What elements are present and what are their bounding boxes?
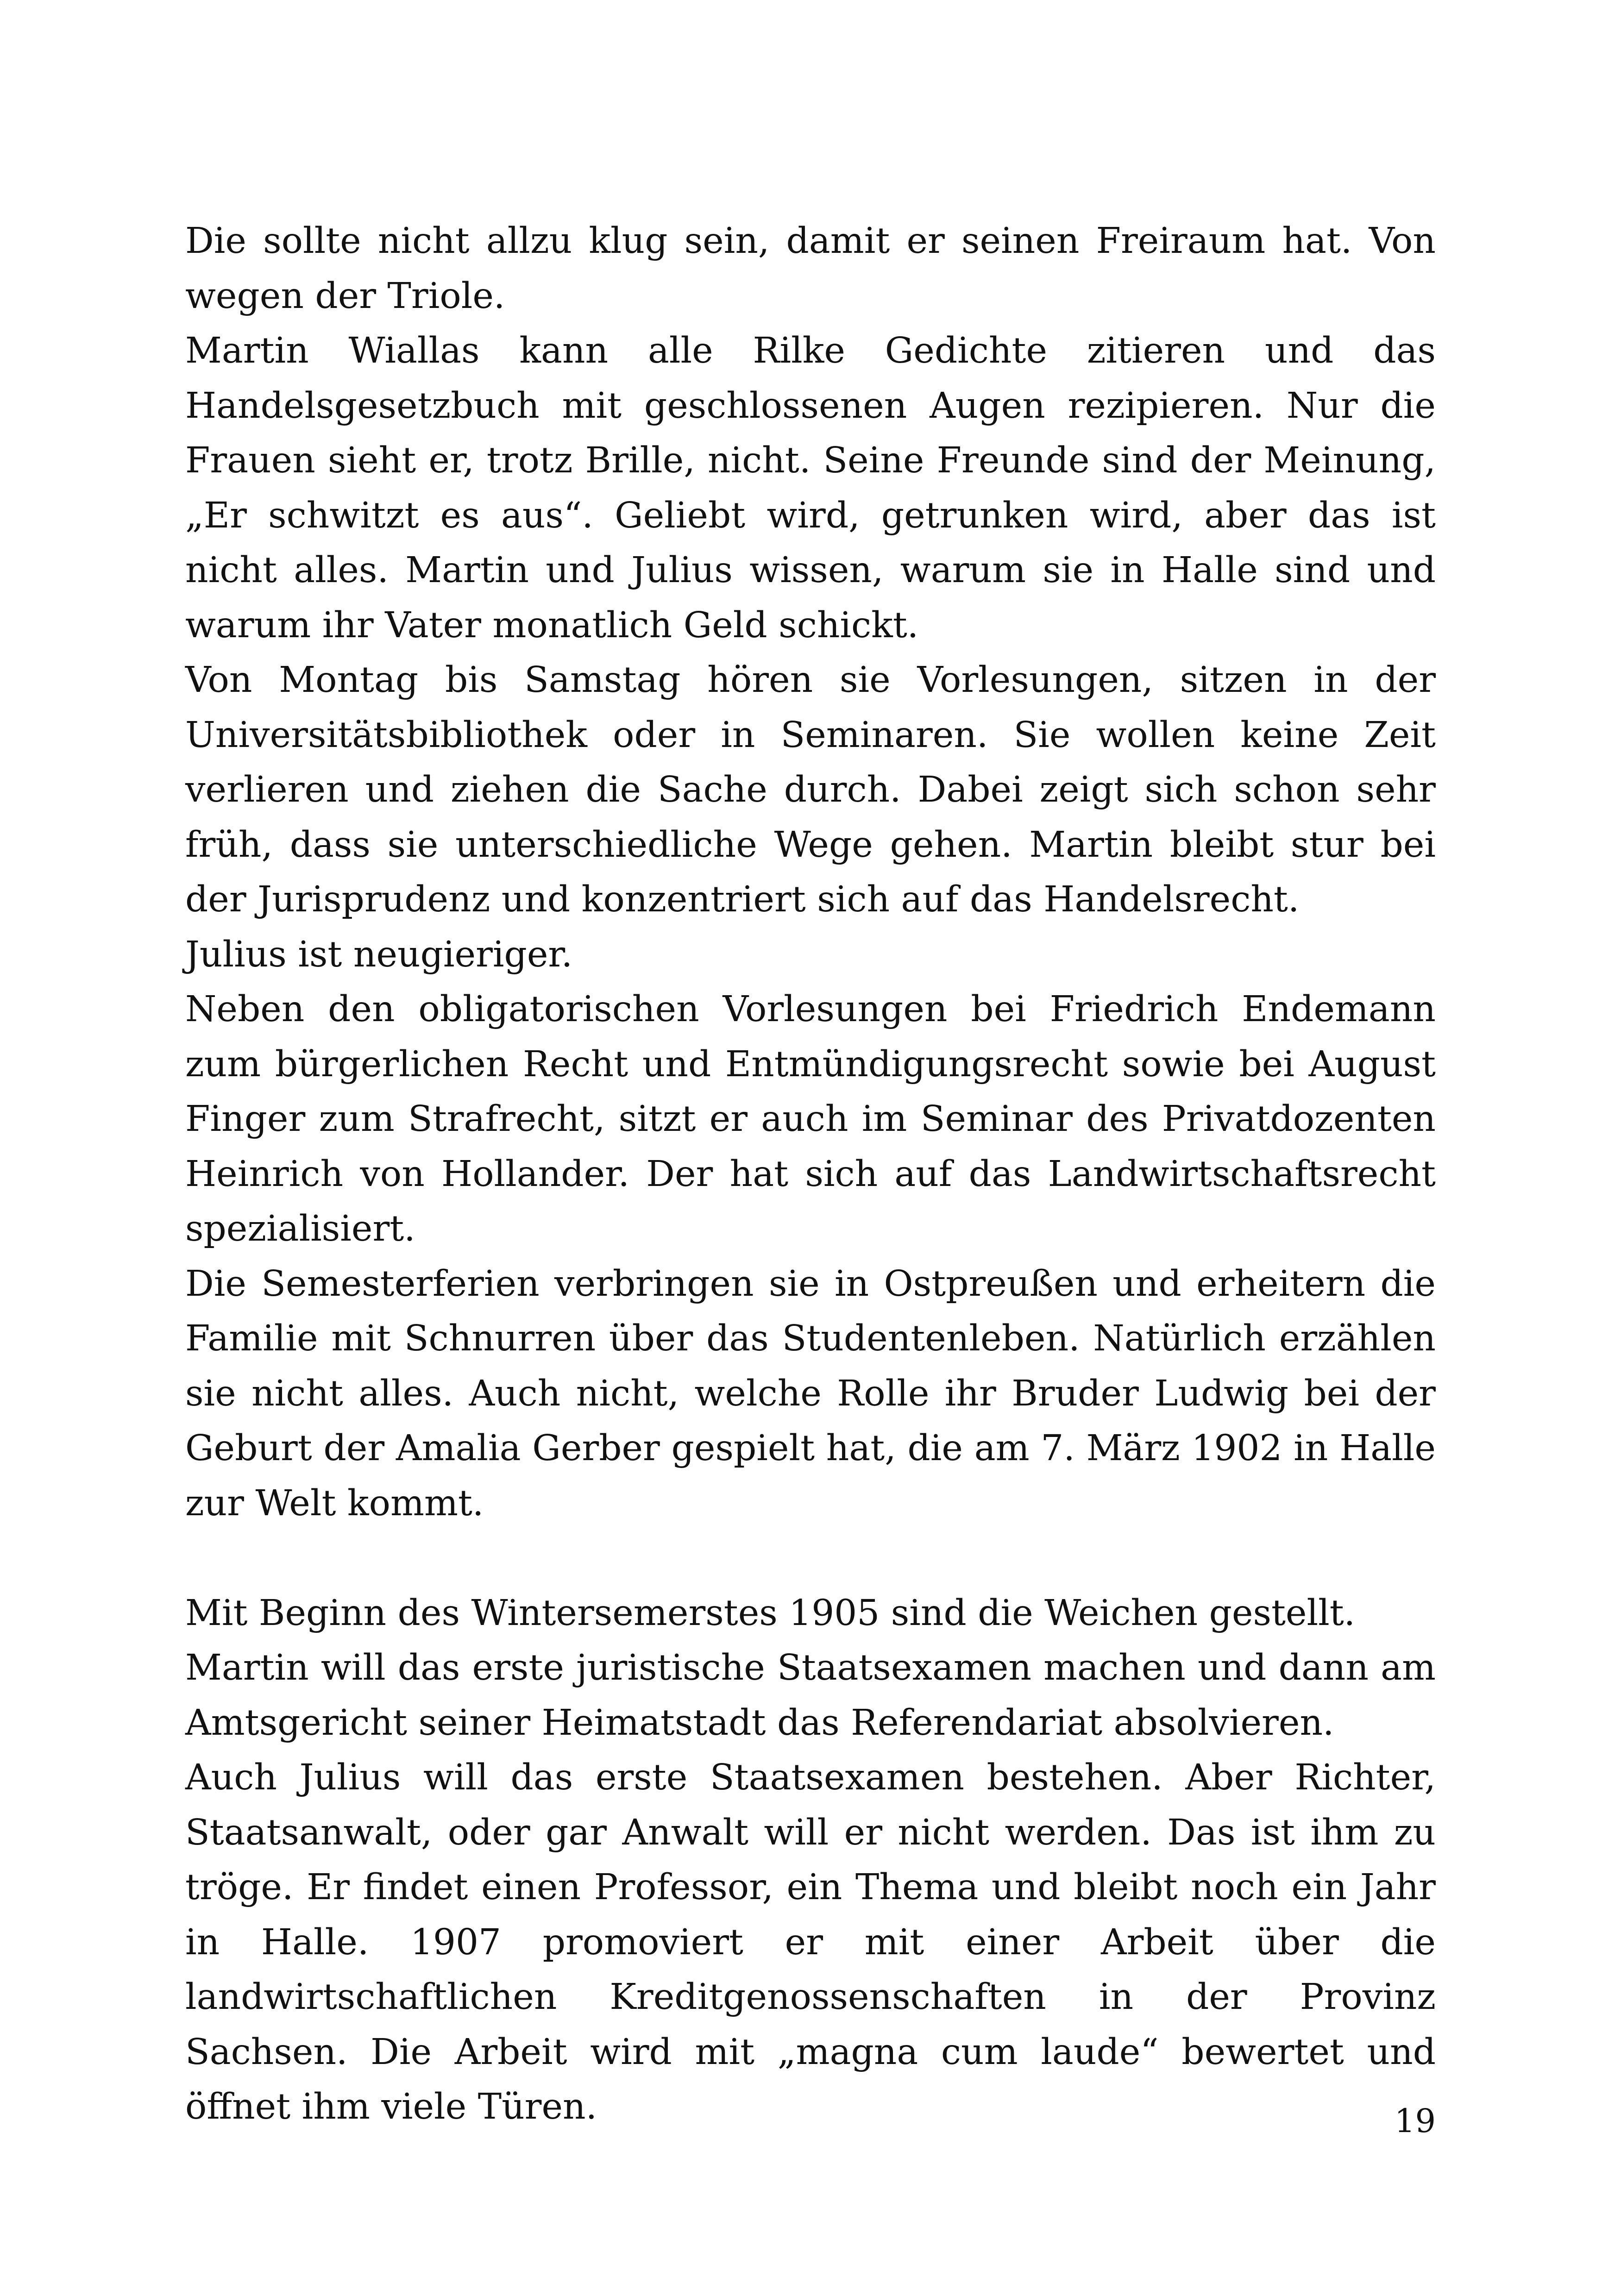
page-number: 19 xyxy=(1394,2102,1436,2140)
paragraph: Von Montag bis Samstag hören sie Vorlesungen, sitzen in der Universitätsbibliothek oder in Seminaren. Sie wollen keine Zeit verlieren und ziehen die Sache durch. Dabei zeigt sich schon sehr früh, dass sie unterschiedliche Wege gehen. Martin bleibt stur bei der Jurisprudenz und konzentriert sich auf das Handelsrecht. xyxy=(185,659,1436,920)
paragraph: Auch Julius will das erste Staatsexamen bestehen. Aber Richter, Staatsanwalt, oder gar Anwalt will er nicht werden. Das ist ihm zu tröge. Er findet einen Professor, ein Thema und bleibt noch ein Jahr in Halle. 1907 promoviert er mit einer Arbeit über die landwirtschaftlichen Kreditgenossenschaften in der Provinz Sachsen. Die Arbeit wird mit „magna cum laude“ bewertet und öffnet ihm viele Türen. xyxy=(185,1757,1436,2127)
paragraph: Julius ist neugieriger. xyxy=(185,934,573,975)
paragraph: Die Semesterferien verbringen sie in Ostpreußen und erheitern die Familie mit Schnurren über das Studentenleben. Natürlich erzählen sie nicht alles. Auch nicht, welche Rolle ihr Bruder Ludwig bei der Geburt der Amalia Gerber gespielt hat, die am 7. März 1902 in Halle zur Welt kommt. xyxy=(185,1263,1436,1524)
paragraph: Martin Wiallas kann alle Rilke Gedichte zitieren und das Handelsgesetzbuch mit geschlossenen Augen rezipieren. Nur die Frauen sieht er, trotz Brille, nicht. Seine Freunde sind der Meinung, „Er schwitzt es aus“. Geliebt wird, getrunken wird, aber das ist nicht alles. Martin und Julius wissen, warum sie in Halle sind und warum ihr Vater monatlich Geld schickt. xyxy=(185,330,1436,646)
paragraph: Neben den obligatorischen Vorlesungen bei Friedrich Endemann zum bürgerlichen Recht und Entmündigungsrecht sowie bei August Finger zum Strafrecht, sitzt er auch im Seminar des Privatdozenten Heinrich von Hollander. Der hat sich auf das Landwirtschaftsrecht spezialisiert. xyxy=(185,989,1436,1249)
paragraph: Die sollte nicht allzu klug sein, damit er seinen Freiraum hat. Von wegen der Triole. xyxy=(185,220,1436,317)
body-text xyxy=(185,214,1436,2135)
paragraph: Martin will das erste juristische Staatsexamen machen und dann am Amtsgericht seiner Heimatstadt das Referendariat absolvieren. xyxy=(185,1647,1436,1744)
paragraph: Mit Beginn des Wintersemerstes 1905 sind die Weichen gestellt. xyxy=(185,1592,1356,1634)
